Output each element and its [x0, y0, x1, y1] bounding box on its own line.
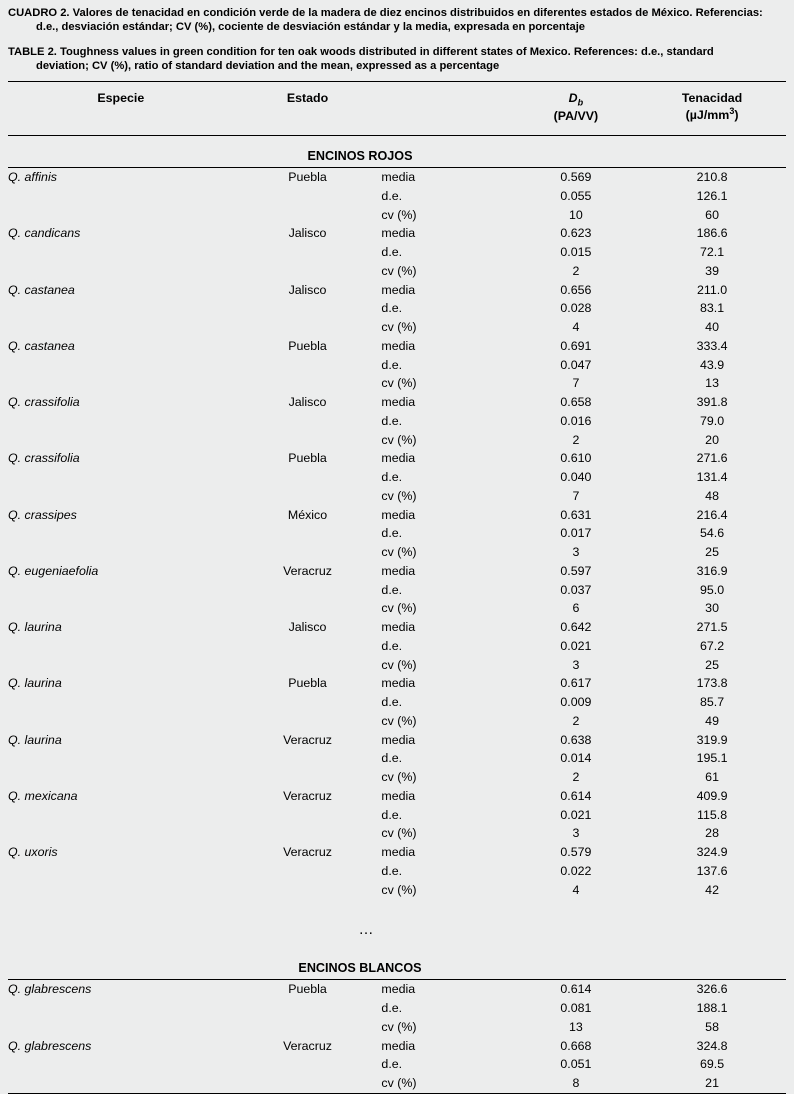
cell-estado: Jalisco: [288, 282, 327, 297]
cell-estado: Puebla: [288, 451, 327, 466]
cell-statistic: media: [381, 338, 416, 353]
cell-db-value: 0.638: [560, 732, 592, 747]
cell-db-value: 13: [569, 1019, 583, 1034]
header-estado: Estado: [286, 91, 329, 106]
cell-especie: [8, 768, 234, 787]
cell-statistic: d.e.: [381, 413, 403, 428]
cell-db-value: 0.022: [560, 863, 592, 878]
table-row: [8, 449, 786, 468]
cell-tenacidad-value: 43.9: [700, 357, 725, 372]
cell-db-value: 0.047: [560, 357, 592, 372]
cell-estado: [234, 599, 382, 618]
cell-estado: Veracruz: [283, 563, 332, 578]
cell-db-value: 0.569: [560, 170, 592, 185]
cell-db-value: 0.017: [560, 526, 592, 541]
cell-statistic: media: [381, 563, 416, 578]
cell-tenacidad-value: 21: [705, 1076, 719, 1091]
cell-estado: [234, 468, 382, 487]
cell-statistic: media: [381, 788, 416, 803]
cell-tenacidad-value: 391.8: [696, 395, 728, 410]
cell-estado: Jalisco: [288, 395, 327, 410]
table-row: [8, 674, 786, 693]
cell-tenacidad-value: 324.8: [696, 1038, 728, 1053]
cell-especie: [8, 580, 234, 599]
cell-db-value: 0.021: [560, 807, 592, 822]
cell-statistic: cv (%): [381, 320, 417, 335]
cell-db-value: 0.658: [560, 395, 592, 410]
cell-estado: [234, 1074, 382, 1093]
cell-estado: Jalisco: [288, 620, 327, 635]
cell-estado: Puebla: [288, 338, 327, 353]
cell-estado: Veracruz: [283, 788, 332, 803]
cell-especie: [8, 880, 234, 899]
cell-statistic: cv (%): [381, 601, 417, 616]
cell-especie: [8, 412, 234, 431]
cell-statistic: media: [381, 620, 416, 635]
table-row: [8, 843, 786, 862]
cell-statistic: d.e.: [381, 582, 403, 597]
cell-tenacidad-value: 40: [705, 320, 719, 335]
cell-statistic: d.e.: [381, 357, 403, 372]
cell-statistic: cv (%): [381, 1076, 417, 1091]
table-row: [8, 562, 786, 581]
cell-db-value: 0.623: [560, 226, 592, 241]
cell-estado: [234, 805, 382, 824]
cell-statistic: media: [381, 170, 416, 185]
table-row: [8, 618, 786, 637]
cell-estado: Puebla: [288, 982, 327, 997]
header-tenacidad-label: Tenacidad: [681, 91, 743, 106]
cell-especie: Q. affinis: [8, 170, 57, 185]
cell-tenacidad-value: 30: [705, 601, 719, 616]
table-row: [8, 430, 786, 449]
cell-statistic: cv (%): [381, 376, 417, 391]
cell-statistic: d.e.: [381, 526, 403, 541]
table-row: [8, 599, 786, 618]
cell-especie: Q. castanea: [8, 282, 75, 297]
cell-estado: [234, 824, 382, 843]
cell-db-value: 4: [572, 320, 580, 335]
cell-db-value: 0.055: [560, 188, 592, 203]
cell-tenacidad-value: 137.6: [696, 863, 728, 878]
table-row: [8, 712, 786, 731]
caption-english-line1: TABLE 2. Toughness values in green condition for ten oak woods distributed in different states of Mexico. References: d.e., standard: [8, 45, 714, 58]
cell-especie: Q. laurina: [8, 676, 62, 691]
group-header-label: ENCINOS BLANCOS: [298, 961, 422, 976]
cell-tenacidad-value: 195.1: [696, 751, 728, 766]
cell-tenacidad-value: 216.4: [696, 507, 728, 522]
group-header-label: ENCINOS ROJOS: [307, 148, 413, 163]
cell-tenacidad-value: 316.9: [696, 563, 728, 578]
cell-especie: [8, 299, 234, 318]
cell-especie: Q. glabrescens: [8, 982, 92, 997]
cell-especie: [8, 749, 234, 768]
table-row: [8, 224, 786, 243]
table-row: [8, 655, 786, 674]
table-row: [8, 637, 786, 656]
header-tenacidad: [638, 82, 786, 136]
table-row: [8, 1055, 786, 1074]
cell-estado: [234, 749, 382, 768]
cell-db-value: 0.015: [560, 245, 592, 260]
cell-tenacidad-value: 188.1: [696, 1001, 728, 1016]
table-row: [8, 999, 786, 1018]
header-db-units: (PA/VV): [553, 108, 599, 123]
cell-especie: [8, 243, 234, 262]
cell-estado: [234, 543, 382, 562]
cell-db-value: 0.016: [560, 413, 592, 428]
cell-estado: [234, 862, 382, 881]
header-db: [514, 82, 638, 136]
table-row: [8, 805, 786, 824]
cell-estado: [234, 693, 382, 712]
cell-tenacidad-value: 79.0: [700, 413, 725, 428]
cell-db-value: 0.028: [560, 301, 592, 316]
table-row: [8, 487, 786, 506]
cell-tenacidad-value: 48: [705, 488, 719, 503]
table-row: [8, 187, 786, 206]
header-db-subscript: b: [577, 97, 584, 108]
cell-estado: Veracruz: [283, 732, 332, 747]
cell-db-value: 6: [572, 601, 580, 616]
cell-tenacidad-value: 126.1: [696, 188, 728, 203]
cell-db-value: 0.051: [560, 1057, 592, 1072]
cell-statistic: media: [381, 451, 416, 466]
header-tenacidad-units-post: ): [734, 108, 739, 123]
cell-db-value: 10: [569, 207, 583, 222]
cell-tenacidad-value: 28: [705, 826, 719, 841]
header-db-symbol: D: [568, 91, 578, 106]
cell-tenacidad-value: 85.7: [700, 695, 725, 710]
cell-statistic: cv (%): [381, 770, 417, 785]
cell-db-value: 0.597: [560, 563, 592, 578]
cell-especie: [8, 824, 234, 843]
cell-tenacidad-value: 49: [705, 713, 719, 728]
cell-statistic: media: [381, 507, 416, 522]
cell-db-value: 3: [572, 826, 580, 841]
cell-estado: [234, 768, 382, 787]
header-tenacidad-units-pre: (µJ/mm: [685, 108, 730, 123]
table-row: [8, 280, 786, 299]
cell-estado: [234, 187, 382, 206]
cell-statistic: cv (%): [381, 657, 417, 672]
cell-statistic: cv (%): [381, 1019, 417, 1034]
cell-estado: [234, 655, 382, 674]
cell-especie: [8, 655, 234, 674]
cell-estado: [234, 430, 382, 449]
table-row: [8, 262, 786, 281]
cell-especie: [8, 712, 234, 731]
table-header-row: [8, 82, 786, 136]
cell-tenacidad-value: 95.0: [700, 582, 725, 597]
cell-db-value: 2: [572, 263, 580, 278]
table-row: [8, 243, 786, 262]
cell-db-value: 0.642: [560, 620, 592, 635]
cell-especie: [8, 862, 234, 881]
cell-db-value: 8: [572, 1076, 580, 1091]
cell-tenacidad-value: 83.1: [700, 301, 725, 316]
cell-statistic: d.e.: [381, 638, 403, 653]
cell-statistic: d.e.: [381, 751, 403, 766]
cell-especie: [8, 1074, 234, 1093]
cell-db-value: 3: [572, 657, 580, 672]
cell-especie: Q. laurina: [8, 732, 62, 747]
table-row: [8, 524, 786, 543]
table-row: [8, 693, 786, 712]
table-row: [8, 412, 786, 431]
cell-tenacidad-value: 271.5: [696, 620, 728, 635]
cell-db-value: 0.021: [560, 638, 592, 653]
cell-db-value: 2: [572, 432, 580, 447]
cell-especie: Q. mexicana: [8, 788, 78, 803]
cell-statistic: cv (%): [381, 713, 417, 728]
cell-tenacidad-value: 324.9: [696, 845, 728, 860]
cell-tenacidad-value: 326.6: [696, 982, 728, 997]
table-row: [8, 337, 786, 356]
cell-statistic: d.e.: [381, 695, 403, 710]
cell-tenacidad-value: 60: [705, 207, 719, 222]
cell-statistic: media: [381, 395, 416, 410]
table-row: [8, 167, 786, 186]
cell-tenacidad-value: 42: [705, 882, 719, 897]
cell-tenacidad-value: 319.9: [696, 732, 728, 747]
cell-statistic: d.e.: [381, 470, 403, 485]
table-caption-english: [8, 45, 786, 74]
header-especie: Especie: [97, 91, 145, 106]
table-row: [8, 393, 786, 412]
cell-especie: [8, 187, 234, 206]
cell-tenacidad-value: 25: [705, 545, 719, 560]
group-header-row: [8, 948, 786, 979]
cell-statistic: media: [381, 282, 416, 297]
cell-db-value: 0.668: [560, 1038, 592, 1053]
cell-estado: [234, 299, 382, 318]
cell-especie: [8, 599, 234, 618]
cell-statistic: cv (%): [381, 882, 417, 897]
cell-especie: [8, 999, 234, 1018]
cell-db-value: 0.009: [560, 695, 592, 710]
table-row: [8, 299, 786, 318]
table-row: [8, 318, 786, 337]
cell-especie: [8, 205, 234, 224]
cell-estado: [234, 637, 382, 656]
cell-db-value: 0.037: [560, 582, 592, 597]
table-row: [8, 1018, 786, 1037]
cell-especie: Q. eugeniaefolia: [8, 563, 99, 578]
caption-spanish-line2: d.e., desviación estándar; CV (%), cociente de desviación estándar y la media, expresada en porcentaje: [36, 21, 586, 34]
cell-especie: Q. laurina: [8, 620, 62, 635]
cell-especie: [8, 543, 234, 562]
cell-statistic: cv (%): [381, 207, 417, 222]
cell-statistic: cv (%): [381, 826, 417, 841]
header-stat-blank: [381, 82, 513, 136]
cell-especie: [8, 318, 234, 337]
cell-statistic: d.e.: [381, 807, 403, 822]
cell-db-value: 0.614: [560, 982, 592, 997]
cell-tenacidad-value: 58: [705, 1019, 719, 1034]
cell-db-value: 4: [572, 882, 580, 897]
cell-statistic: cv (%): [381, 545, 417, 560]
cell-tenacidad-value: 115.8: [697, 807, 728, 822]
cell-estado: Veracruz: [283, 1038, 332, 1053]
cell-estado: [234, 580, 382, 599]
table-row: [8, 730, 786, 749]
table-row: [8, 543, 786, 562]
cell-estado: [234, 712, 382, 731]
table-row: [8, 468, 786, 487]
cell-statistic: media: [381, 676, 416, 691]
cell-especie: Q. crassifolia: [8, 395, 80, 410]
group-header-row: [8, 135, 786, 167]
cell-especie: [8, 1018, 234, 1037]
table-row: [8, 862, 786, 881]
cell-especie: [8, 374, 234, 393]
cell-especie: [8, 637, 234, 656]
cell-estado: Puebla: [288, 170, 327, 185]
cell-estado: [234, 487, 382, 506]
cell-tenacidad-value: 210.8: [696, 170, 728, 185]
cell-estado: [234, 374, 382, 393]
table-row: [8, 880, 786, 899]
table-body: [8, 135, 786, 1093]
cell-estado: [234, 205, 382, 224]
cell-statistic: cv (%): [381, 263, 417, 278]
cell-estado: [234, 999, 382, 1018]
cell-tenacidad-value: 72.1: [700, 245, 725, 260]
cell-estado: [234, 243, 382, 262]
table-row: [8, 980, 786, 999]
cell-db-value: 0.081: [560, 1001, 592, 1016]
cell-tenacidad-value: 61: [705, 770, 719, 785]
cell-db-value: 2: [572, 713, 580, 728]
cell-tenacidad-value: 13: [705, 376, 719, 391]
truncation-marker-row: …: [358, 921, 376, 939]
cell-db-value: 0.631: [560, 507, 592, 522]
cell-tenacidad-value: 67.2: [700, 638, 725, 653]
cell-especie: [8, 262, 234, 281]
table-row: [8, 787, 786, 806]
cell-tenacidad-value: 333.4: [696, 338, 728, 353]
cell-estado: [234, 262, 382, 281]
cell-especie: [8, 524, 234, 543]
cell-tenacidad-value: 186.6: [696, 226, 728, 241]
cell-db-value: 0.617: [560, 676, 592, 691]
cell-db-value: 7: [572, 488, 580, 503]
cell-especie: Q. candicans: [8, 226, 81, 241]
cell-especie: Q. crassifolia: [8, 451, 80, 466]
cell-tenacidad-value: 25: [705, 657, 719, 672]
caption-spanish-line1: CUADRO 2. Valores de tenacidad en condición verde de la madera de diez encinos distribuidos en diferentes estados de México. Referencias:: [8, 7, 763, 19]
table-row: [8, 505, 786, 524]
cell-db-value: 0.691: [560, 338, 592, 353]
table-row: [8, 824, 786, 843]
cell-especie: Q. castanea: [8, 338, 75, 353]
cell-especie: [8, 468, 234, 487]
cell-statistic: d.e.: [381, 1001, 403, 1016]
table-row: [8, 205, 786, 224]
cell-statistic: d.e.: [381, 301, 403, 316]
cell-especie: [8, 805, 234, 824]
cell-especie: Q. crassipes: [8, 507, 77, 522]
cell-especie: [8, 430, 234, 449]
cell-db-value: 0.610: [560, 451, 592, 466]
cell-statistic: media: [381, 226, 416, 241]
cell-estado: México: [287, 507, 328, 522]
toughness-table: [8, 81, 786, 1093]
cell-estado: Puebla: [288, 676, 327, 691]
cell-estado: [234, 318, 382, 337]
cell-tenacidad-value: 69.5: [700, 1057, 725, 1072]
cell-db-value: 3: [572, 545, 580, 560]
cell-especie: Q. uxoris: [8, 845, 58, 860]
cell-tenacidad-value: 173.8: [696, 676, 728, 691]
cell-db-value: 0.614: [560, 788, 592, 803]
table-header: [8, 82, 786, 136]
cell-db-value: 0.014: [560, 751, 592, 766]
cell-estado: [234, 355, 382, 374]
table-row: [8, 1074, 786, 1093]
cell-estado: [234, 524, 382, 543]
cell-statistic: d.e.: [381, 863, 403, 878]
cell-tenacidad-value: 271.6: [696, 451, 728, 466]
table-row: [8, 374, 786, 393]
cell-tenacidad-value: 39: [705, 263, 719, 278]
cell-db-value: 7: [572, 376, 580, 391]
cell-especie: [8, 1055, 234, 1074]
cell-tenacidad-value: 54.6: [700, 526, 725, 541]
cell-statistic: media: [381, 982, 416, 997]
table-row: [8, 749, 786, 768]
cell-statistic: media: [381, 845, 416, 860]
table-row: [8, 580, 786, 599]
cell-estado: Jalisco: [288, 226, 327, 241]
cell-statistic: cv (%): [381, 432, 417, 447]
cell-especie: [8, 487, 234, 506]
cell-db-value: 2: [572, 770, 580, 785]
cell-tenacidad-value: 409.9: [696, 788, 728, 803]
cell-db-value: 0.656: [560, 282, 592, 297]
cell-statistic: d.e.: [381, 188, 403, 203]
table-row: [8, 355, 786, 374]
cell-statistic: d.e.: [381, 1057, 403, 1072]
cell-tenacidad-value: 20: [705, 432, 719, 447]
cell-especie: [8, 355, 234, 374]
cell-especie: Q. glabrescens: [8, 1038, 92, 1053]
cell-statistic: d.e.: [381, 245, 403, 260]
cell-statistic: cv (%): [381, 488, 417, 503]
cell-db-value: 0.040: [560, 470, 592, 485]
header-tenacidad-units-sup: 3: [729, 106, 735, 117]
cell-especie: [8, 693, 234, 712]
cell-tenacidad-value: 131.4: [696, 470, 728, 485]
cell-estado: [234, 880, 382, 899]
table-caption-spanish: [8, 6, 786, 35]
cell-statistic: media: [381, 1038, 416, 1053]
cell-estado: Veracruz: [283, 845, 332, 860]
cell-estado: [234, 1018, 382, 1037]
cell-db-value: 0.579: [560, 845, 592, 860]
caption-english-line2: deviation; CV (%), ratio of standard deviation and the mean, expressed as a percentage: [36, 59, 500, 72]
table-row: [8, 768, 786, 787]
cell-estado: [234, 1055, 382, 1074]
cell-tenacidad-value: 211.0: [697, 282, 728, 297]
cell-estado: [234, 412, 382, 431]
cell-statistic: media: [381, 732, 416, 747]
